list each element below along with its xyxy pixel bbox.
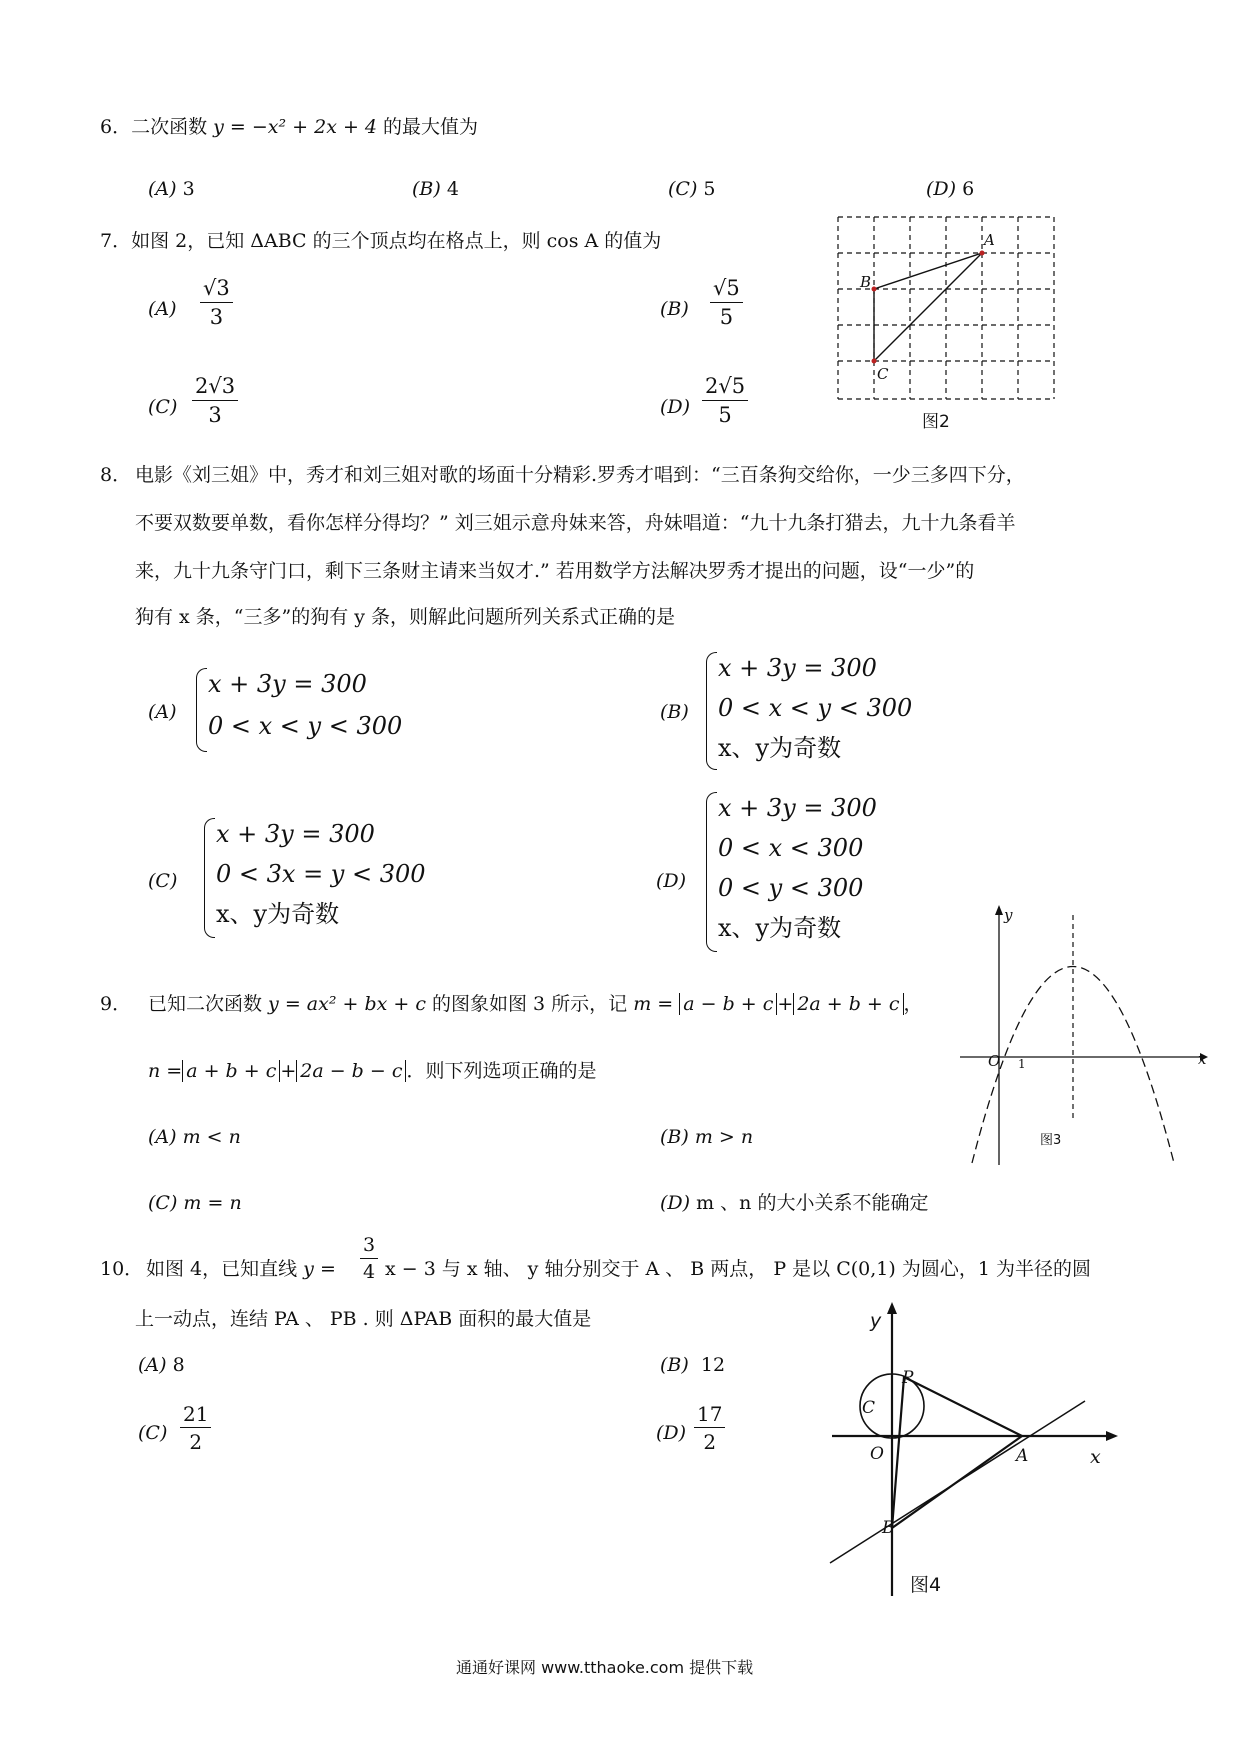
fig4-label-c: C (862, 1398, 876, 1418)
q7-option-c-fraction: $\frac{2√3}{3}$ (192, 376, 238, 426)
q10-fraction: $\frac{3}{4}$ (360, 1236, 378, 1282)
q8-option-a-system: x + 3y = 300 0 < x < y < 300 (208, 670, 403, 740)
q9-option-c: (C) m = n (148, 1192, 242, 1214)
q9-option-a: (A) m < n (148, 1126, 241, 1148)
q10-option-b: (B) 12 (660, 1354, 726, 1376)
q9-m-abs-2: 2a + b + c (793, 993, 903, 1015)
fig4-caption: 图4 (910, 1574, 942, 1596)
q8-option-b-system: x + 3y = 300 0 < x < y < 300 x、y为奇数 (718, 654, 913, 762)
q8-option-a-brace (196, 668, 207, 752)
q8-number: 8． (100, 464, 132, 486)
fig3-tick-1: 1 (1018, 1057, 1026, 1071)
page-footer: 通通好课网 www.tthaoke.com 提供下载 (456, 1658, 754, 1677)
q8-option-b-label: (B) (660, 701, 689, 723)
q6-stem (100, 118, 478, 137)
fig4-axis-x: x (1090, 1446, 1101, 1468)
q7-text: 如图 2，已知 ΔABC 的三个顶点均在格点上，则 cos A 的值为 (131, 230, 662, 252)
q9-line-1: 已知二次函数 y = ax² + bx + c 的图象如图 3 所示，记 m = a − b + c + 2a + b + c ， (148, 993, 923, 1015)
q6-option-c: (C) 5 (668, 178, 716, 200)
q10-number: 10． (100, 1258, 144, 1280)
q9-line-2: n = a + b + c + 2a − b − c ．则下列选项正确的是 (148, 1060, 597, 1082)
fig3-axis-x: x (1198, 1050, 1207, 1068)
q10-option-d-fraction: $\frac{17}{2}$ (694, 1404, 725, 1452)
q9-option-b: (B) m > n (660, 1126, 754, 1148)
q8-option-a-label: (A) (148, 701, 177, 723)
fig4-label-a: A (1016, 1446, 1029, 1466)
q7-option-a-label: (A) (148, 298, 177, 320)
fig2-label-b: B (860, 273, 872, 291)
q10-option-a: (A) 8 (138, 1354, 185, 1376)
fig4-origin: O (870, 1444, 884, 1464)
q10-line-1a: 如图 4，已知直线 y = (146, 1258, 336, 1280)
q7-option-b-label: (B) (660, 298, 689, 320)
q8-option-d-label: (D) (656, 870, 687, 892)
figure-4-geometry (820, 1300, 1120, 1600)
figure-3-parabola (950, 905, 1210, 1170)
q7-option-d-label: (D) (660, 396, 691, 418)
q8-line-3: 来，九十九条守门口，剩下三条财主请来当奴才.” 若用数学方法解决罗秀才提出的问题，设“一少”的 (135, 560, 975, 582)
fig3-axis-y: y (1004, 906, 1013, 924)
fig2-label-a: A (984, 231, 995, 249)
q10-line-2: 上一动点，连结 PA 、 PB . 则 ΔPAB 面积的最大值是 (135, 1308, 592, 1330)
q8-option-c-system: x + 3y = 300 0 < 3x = y < 300 x、y为奇数 (216, 820, 426, 928)
q8-option-d-system: x + 3y = 300 0 < x < 300 0 < y < 300 x、y为奇数 (718, 794, 877, 942)
q10-option-c-fraction: $\frac{21}{2}$ (180, 1404, 211, 1452)
q10-option-d-label: (D) (656, 1422, 687, 1444)
q9-m-abs-1: a − b + c (679, 993, 777, 1015)
q7-option-b-fraction: $\frac{√5}{5}$ (710, 278, 743, 328)
fig2-label-c: C (877, 365, 889, 383)
q6-text-end: 的最大值为 (377, 116, 479, 138)
fig3-origin: O (988, 1052, 1001, 1070)
q8-line-1: 电影《刘三姐》中，秀才和刘三姐对歌的场面十分精彩.罗秀才唱到：“三百条狗交给你，一少三多四下分， (135, 464, 1025, 486)
q8-line-2: 不要双数要单数，看你怎样分得均？” 刘三姐示意舟妹来答，舟妹唱道：“九十九条打猎去，九十九条看羊 (135, 512, 1016, 534)
q9-n-abs-2: 2a − b − c (296, 1060, 406, 1082)
fig4-axis-y: y (870, 1310, 882, 1332)
q9-n-abs-1: a + b + c (182, 1060, 280, 1082)
q8-option-b-brace (706, 652, 717, 770)
fig2-caption: 图2 (922, 412, 950, 432)
q6-expression: y = −x² + 2x + 4 (213, 116, 378, 138)
figure-2-grid (830, 205, 1060, 415)
q8-option-d-brace (706, 792, 717, 952)
q7-stem (100, 232, 661, 251)
q7-option-d-fraction: $\frac{2√5}{5}$ (702, 376, 748, 426)
q9-number: 9． (100, 993, 132, 1015)
q10-option-c-label: (C) (138, 1422, 168, 1444)
fig4-label-p: P (902, 1368, 914, 1388)
fig4-label-b: B (882, 1518, 895, 1538)
q7-option-c-label: (C) (148, 396, 178, 418)
q6-option-d: (D) 6 (926, 178, 975, 200)
q6-option-a: (A) 3 (148, 178, 195, 200)
q8-line-4: 狗有 x 条，“三多”的狗有 y 条，则解此问题所列关系式正确的是 (135, 606, 676, 628)
q8-option-c-label: (C) (148, 870, 178, 892)
q6-number: 6． (100, 116, 132, 138)
fig3-caption: 图3 (1040, 1133, 1062, 1148)
q10-line-1b: x − 3 与 x 轴、 y 轴分别交于 A 、 B 两点， P 是以 C(0,1) 为圆心，1 为半径的圆 (385, 1258, 1091, 1280)
q9-option-d: (D) m 、n 的大小关系不能确定 (660, 1192, 929, 1214)
q6-text: 二次函数 (131, 116, 214, 138)
q8-option-c-brace (204, 818, 215, 938)
q6-option-b: (B) 4 (412, 178, 459, 200)
q7-number: 7． (100, 230, 132, 252)
q7-option-a-fraction: $\frac{√3}{3}$ (200, 278, 233, 328)
